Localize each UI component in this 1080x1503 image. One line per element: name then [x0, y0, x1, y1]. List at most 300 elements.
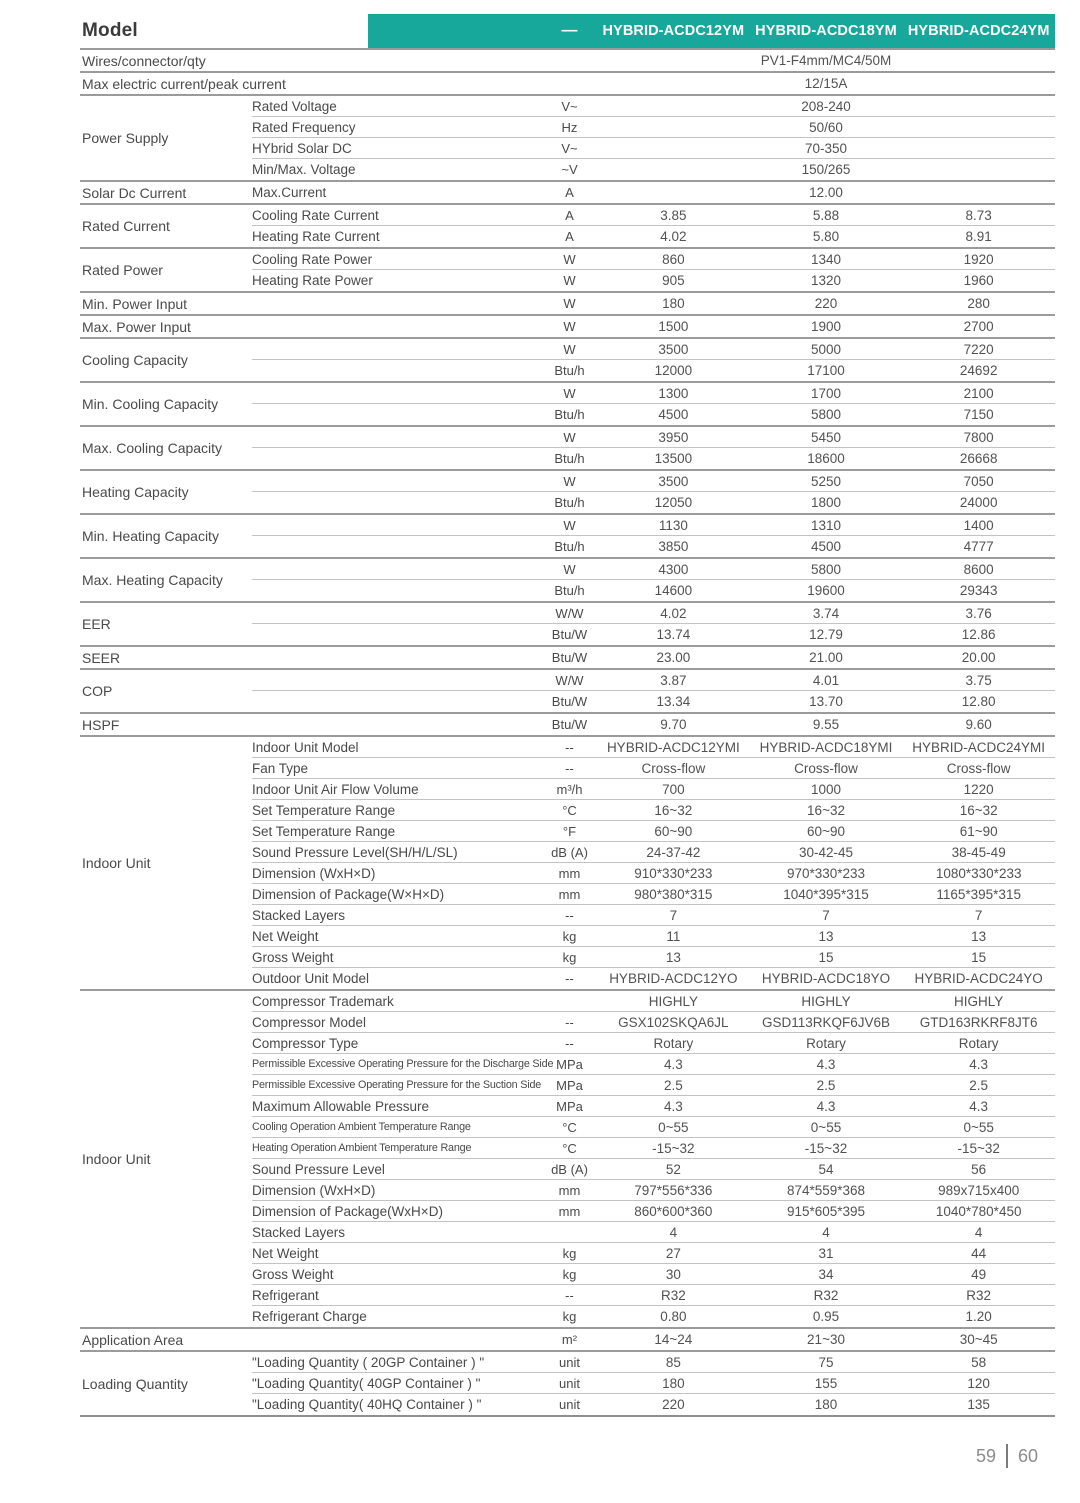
- group-rows: [252, 471, 1055, 513]
- row-unit: W/W: [555, 672, 584, 688]
- row-unit: --: [565, 739, 574, 755]
- group-label: Max. Heating Capacity: [82, 572, 223, 588]
- spec-row: [252, 737, 1055, 758]
- row-value: 980*380*315: [634, 886, 713, 902]
- group-rows: [252, 714, 1055, 735]
- row-value: 1920: [963, 251, 994, 267]
- row-value: 797*556*336: [634, 1182, 713, 1198]
- row-value: 2700: [963, 319, 994, 334]
- group-rows: [252, 249, 1055, 291]
- row-value: 13.70: [809, 694, 843, 709]
- row-value: 52: [665, 1161, 681, 1177]
- header-model-2: HYBRID-ACDC18YM: [755, 23, 897, 39]
- row-value: 12000: [654, 363, 693, 378]
- row-value: 3500: [658, 341, 689, 357]
- row-value: 16~32: [654, 802, 693, 818]
- row-value: 4500: [658, 407, 689, 422]
- spec-row: [252, 624, 1055, 645]
- row-value: 30~45: [959, 1332, 998, 1347]
- row-value: 13: [665, 949, 681, 965]
- row-unit: °C: [562, 802, 577, 818]
- row-value: 180: [662, 296, 685, 311]
- row-unit: --: [565, 1287, 574, 1303]
- page-number-right: 60: [1017, 1445, 1038, 1466]
- spec-row: [252, 800, 1055, 821]
- spec-row: [252, 758, 1055, 779]
- header-dash: —: [561, 22, 578, 39]
- row-value: 14~24: [654, 1332, 693, 1347]
- row-value: 700: [662, 781, 685, 797]
- row-value: 75: [818, 1354, 834, 1370]
- row-value: 0~55: [658, 1119, 689, 1135]
- row-label: Stacked Layers: [252, 1224, 346, 1240]
- row-value: 1310: [810, 517, 842, 533]
- row-value: 12050: [654, 495, 693, 510]
- spec-group: [80, 249, 1055, 293]
- row-unit: Btu/h: [554, 583, 585, 598]
- group-label: Power Supply: [82, 130, 169, 146]
- row-label: Dimension of Package(WxH×D): [252, 1203, 443, 1219]
- row-unit: --: [565, 907, 574, 923]
- row-value: 1300: [658, 385, 689, 401]
- row-value: 21.00: [809, 650, 843, 665]
- row-unit: mm: [558, 1182, 581, 1198]
- row-value: 5800: [810, 407, 842, 422]
- spec-row: [252, 492, 1055, 513]
- spec-group: [80, 714, 1055, 737]
- row-value: 4.3: [816, 1056, 836, 1072]
- row-value: 9.60: [965, 717, 992, 732]
- row-unit: MPa: [556, 1056, 583, 1072]
- group-rows: [252, 73, 1055, 94]
- row-unit: V~: [561, 140, 578, 156]
- spec-row: [252, 1352, 1055, 1373]
- row-unit: W: [563, 273, 576, 288]
- row-value: HYBRID-ACDC12YMI: [606, 739, 740, 755]
- spec-group: [80, 316, 1055, 339]
- row-value: 3850: [658, 539, 689, 554]
- group-label: Max. Cooling Capacity: [82, 440, 223, 456]
- row-value: 2.5: [663, 1077, 683, 1093]
- row-unit: W: [563, 561, 576, 577]
- group-rows: [252, 737, 1055, 989]
- row-unit: unit: [559, 1375, 580, 1391]
- group-rows: [252, 50, 1055, 71]
- row-value: 13500: [654, 451, 693, 466]
- row-value: 26668: [959, 451, 998, 466]
- row-value: 4777: [963, 539, 994, 554]
- row-value: HYBRID-ACDC24YMI: [912, 739, 1046, 755]
- row-value: 4.3: [969, 1098, 989, 1114]
- row-value: 860*600*360: [634, 1203, 713, 1219]
- row-unit: W: [563, 385, 576, 401]
- row-value: 220: [814, 296, 838, 311]
- spec-row: [252, 1054, 1055, 1075]
- row-value: 60~90: [654, 823, 693, 839]
- spec-row: [252, 1394, 1055, 1415]
- row-unit: kg: [562, 928, 577, 944]
- row-value: Cross-flow: [946, 760, 1011, 776]
- row-value: 21~30: [807, 1332, 845, 1347]
- row-value: 30-42-45: [798, 844, 854, 860]
- row-value: 27: [665, 1245, 681, 1261]
- row-value: 860: [662, 251, 685, 267]
- group-label: Indoor Unit: [82, 855, 151, 871]
- spec-group: [80, 205, 1055, 249]
- row-value: 7800: [963, 429, 994, 445]
- row-value: 135: [967, 1397, 990, 1412]
- row-unit: Btu/W: [551, 717, 588, 732]
- group-rows: [252, 1352, 1055, 1415]
- row-value: Cross-flow: [794, 760, 858, 776]
- spec-row: [252, 50, 1055, 71]
- row-unit: °C: [562, 1119, 577, 1135]
- row-value: 44: [971, 1245, 987, 1261]
- row-unit: A: [565, 229, 574, 244]
- row-value: 60~90: [807, 823, 845, 839]
- row-value: GTD163RKRF8JT6: [919, 1014, 1038, 1030]
- row-value: 180: [662, 1375, 685, 1391]
- row-unit: --: [565, 1035, 574, 1051]
- spec-row: [252, 96, 1055, 117]
- group-rows: [252, 205, 1055, 247]
- row-value: 1000: [810, 781, 842, 797]
- row-label: Compressor Type: [252, 1035, 359, 1051]
- row-value: 9.55: [812, 717, 840, 732]
- row-unit: °C: [562, 1140, 577, 1156]
- row-value: 8600: [963, 561, 994, 577]
- group-label: Cooling Capacity: [82, 352, 188, 368]
- spec-row: [252, 182, 1055, 203]
- spec-group: [80, 383, 1055, 427]
- row-value: -15~32: [804, 1140, 848, 1156]
- spec-row: [252, 117, 1055, 138]
- row-unit: W: [563, 296, 576, 311]
- row-value: 3.76: [965, 605, 992, 621]
- row-value: 1400: [963, 517, 994, 533]
- row-value-span: 70-350: [804, 140, 848, 156]
- group-rows: [252, 647, 1055, 668]
- row-unit: dB (A): [551, 1161, 588, 1177]
- row-value: HYBRID-ACDC12YO: [609, 971, 738, 986]
- group-label: Min. Cooling Capacity: [82, 396, 219, 412]
- row-unit: mm: [558, 865, 581, 881]
- row-value: Rotary: [958, 1035, 999, 1051]
- row-value: 31: [818, 1245, 834, 1261]
- row-unit: --: [565, 971, 574, 986]
- row-value: Cross-flow: [641, 760, 706, 776]
- row-label: Heating Operation Ambient Temperature Range: [252, 1142, 472, 1154]
- row-unit: unit: [559, 1397, 580, 1412]
- spec-table-body: [80, 50, 1055, 1417]
- row-unit: Btu/h: [554, 407, 585, 422]
- row-label: Max.Current: [252, 185, 327, 200]
- row-value: 3.75: [965, 672, 992, 688]
- spec-row: [252, 559, 1055, 580]
- row-label: Maximum Allowable Pressure: [252, 1098, 430, 1114]
- row-label: Dimension of Package(W×H×D): [252, 886, 445, 902]
- row-value: 7050: [963, 473, 994, 489]
- row-value: 3950: [658, 429, 689, 445]
- row-label: Rated Frequency: [252, 119, 356, 135]
- row-label: "Loading Quantity( 40HQ Container ) ": [252, 1397, 482, 1412]
- row-value: GSD113RKQF6JV6B: [761, 1014, 891, 1030]
- spec-row: [252, 670, 1055, 691]
- row-value: 1165*395*315: [936, 886, 1021, 902]
- row-value: 3.74: [812, 605, 840, 621]
- spec-row: [252, 968, 1055, 989]
- spec-row: [252, 821, 1055, 842]
- row-value: 220: [662, 1397, 685, 1412]
- row-value: 0~55: [963, 1119, 994, 1135]
- spec-row: [252, 138, 1055, 159]
- row-value: 0.80: [660, 1309, 687, 1324]
- row-unit: Btu/h: [554, 539, 585, 554]
- row-value: 8.73: [965, 207, 992, 223]
- spec-row: [252, 1264, 1055, 1285]
- row-label: Dimension (WxH×D): [252, 865, 376, 881]
- row-unit: --: [565, 1014, 574, 1030]
- row-label: Set Temperature Range: [252, 802, 396, 818]
- row-value: 13.34: [656, 694, 691, 709]
- row-unit: W: [563, 473, 576, 489]
- row-value: 4: [669, 1224, 678, 1240]
- row-unit: MPa: [556, 1098, 583, 1114]
- spec-row: [252, 427, 1055, 448]
- group-rows: [252, 182, 1055, 203]
- group-rows: [252, 559, 1055, 601]
- row-label: "Loading Quantity ( 20GP Container ) ": [252, 1354, 485, 1370]
- model-column-title: Model: [82, 20, 138, 41]
- spec-group: [80, 182, 1055, 205]
- spec-row: [252, 404, 1055, 425]
- page-number-divider: [1006, 1444, 1008, 1468]
- group-rows: [252, 1329, 1055, 1350]
- spec-row: [252, 1201, 1055, 1222]
- spec-row: [252, 926, 1055, 947]
- spec-row: [252, 714, 1055, 735]
- group-label: EER: [82, 616, 111, 632]
- row-value: 56: [971, 1161, 987, 1177]
- group-label: HSPF: [82, 716, 120, 733]
- row-value: 3.87: [660, 672, 687, 688]
- row-value: R32: [966, 1287, 992, 1303]
- row-value: 2.5: [969, 1077, 989, 1093]
- spec-row: [252, 1373, 1055, 1394]
- row-value: 4: [974, 1224, 983, 1240]
- row-value: 4.3: [663, 1098, 683, 1114]
- row-value: 4500: [810, 539, 842, 554]
- spec-row: [252, 360, 1055, 381]
- row-value: 49: [971, 1266, 987, 1282]
- row-label: Net Weight: [252, 1245, 319, 1261]
- row-unit: W: [563, 319, 576, 334]
- spec-row: [252, 1075, 1055, 1096]
- row-value: 7150: [963, 407, 994, 422]
- spec-row: [252, 316, 1055, 337]
- spec-row: [252, 947, 1055, 968]
- row-unit: V~: [561, 98, 578, 114]
- row-value: 5000: [810, 341, 842, 357]
- group-rows: [252, 339, 1055, 381]
- spec-row: [252, 1012, 1055, 1033]
- row-unit: Hz: [561, 119, 578, 135]
- row-value: 16~32: [807, 802, 845, 818]
- spec-row: [252, 226, 1055, 247]
- row-label: Dimension (WxH×D): [252, 1182, 376, 1198]
- row-value: HIGHLY: [954, 993, 1004, 1009]
- row-label: Set Temperature Range: [252, 823, 396, 839]
- row-unit: unit: [559, 1354, 580, 1370]
- group-label: Rated Current: [82, 218, 170, 234]
- row-value: Rotary: [653, 1035, 694, 1051]
- spec-row: [252, 1243, 1055, 1264]
- row-value: 85: [665, 1354, 681, 1370]
- spec-row: [252, 1306, 1055, 1327]
- group-label: Min. Power Input: [82, 295, 188, 312]
- row-value-span: PV1-F4mm/MC4/50M: [760, 53, 892, 68]
- header-model-3: HYBRID-ACDC24YM: [907, 23, 1050, 39]
- row-label: Compressor Model: [252, 1014, 367, 1030]
- spec-row: [252, 991, 1055, 1012]
- row-value: 12.86: [961, 627, 996, 642]
- spec-group: [80, 50, 1055, 73]
- row-unit: m³/h: [556, 781, 583, 797]
- row-value: 1040*780*450: [935, 1203, 1022, 1219]
- row-value: 9.70: [660, 717, 687, 732]
- row-value: 24-37-42: [646, 844, 701, 860]
- row-value: GSX102SKQA6JL: [618, 1014, 729, 1030]
- row-label: Indoor Unit Air Flow Volume: [252, 781, 419, 797]
- row-unit: --: [565, 760, 574, 776]
- row-value: 15: [818, 949, 834, 965]
- row-value-span: 50/60: [809, 119, 843, 135]
- row-unit: Btu/W: [551, 627, 588, 642]
- row-value: 16~32: [959, 802, 998, 818]
- row-value: 1900: [810, 319, 842, 334]
- row-value: 970*330*233: [786, 865, 866, 881]
- page-number-left: 59: [975, 1445, 996, 1466]
- row-unit: W: [563, 341, 576, 357]
- row-value: 3.85: [660, 207, 687, 223]
- row-unit: W: [563, 517, 576, 533]
- row-value: 5800: [810, 561, 842, 577]
- row-value-span: 12.00: [809, 185, 843, 200]
- group-label: Solar Dc Current: [82, 184, 187, 201]
- row-value: 19600: [807, 583, 845, 598]
- group-label: Rated Power: [82, 262, 163, 278]
- row-value: 29343: [959, 583, 998, 598]
- group-label: COP: [82, 683, 113, 699]
- group-label: Loading Quantity: [82, 1375, 188, 1392]
- spec-row: [252, 339, 1055, 360]
- row-unit: kg: [562, 949, 577, 965]
- row-value: 15: [971, 949, 987, 965]
- group-rows: [252, 427, 1055, 469]
- spec-row: [252, 1117, 1055, 1138]
- group-label: SEER: [82, 649, 121, 666]
- row-value: HYBRID-ACDC18YMI: [759, 739, 893, 755]
- row-label: Cooling Rate Current: [252, 207, 379, 223]
- row-label: Net Weight: [252, 928, 319, 944]
- row-label: Min/Max. Voltage: [252, 162, 356, 177]
- row-value: 12.79: [809, 627, 843, 642]
- spec-row: [252, 536, 1055, 557]
- spec-row: [252, 779, 1055, 800]
- row-value: 17100: [807, 363, 845, 378]
- group-rows: [252, 670, 1055, 712]
- row-value: 1340: [810, 251, 842, 267]
- group-label: Wires/connector/qty: [82, 52, 206, 69]
- row-value: R32: [660, 1287, 686, 1303]
- spec-group: [80, 471, 1055, 515]
- row-label: Permissible Excessive Operating Pressure for the Discharge Side: [252, 1058, 554, 1070]
- spec-group: [80, 603, 1055, 647]
- row-label: Cooling Operation Ambient Temperature Range: [252, 1121, 471, 1133]
- row-value: 20.00: [961, 650, 996, 665]
- spec-row: [252, 471, 1055, 492]
- spec-row: [252, 1285, 1055, 1306]
- row-value: 5.80: [812, 229, 840, 244]
- row-label: Gross Weight: [252, 949, 334, 965]
- row-value: HYBRID-ACDC18YO: [761, 971, 891, 986]
- row-value: 5.88: [812, 207, 840, 223]
- row-label: Cooling Rate Power: [252, 251, 373, 267]
- spec-group: [80, 670, 1055, 714]
- spec-row: [252, 603, 1055, 624]
- spec-group: [80, 1329, 1055, 1352]
- row-value: 915*605*395: [786, 1203, 866, 1219]
- row-value: HIGHLY: [648, 993, 698, 1009]
- row-value: 5450: [810, 429, 842, 445]
- row-value: 13.74: [656, 627, 691, 642]
- row-value: 1080*330*233: [935, 865, 1022, 881]
- row-value: 7: [822, 907, 830, 923]
- row-value: 12.80: [961, 694, 996, 709]
- row-unit: mm: [558, 886, 581, 902]
- row-value: 910*330*233: [634, 865, 713, 881]
- row-unit: dB (A): [551, 844, 588, 860]
- row-value: 1960: [963, 273, 994, 288]
- row-label: Heating Rate Power: [252, 273, 373, 288]
- row-value: 280: [967, 296, 990, 311]
- spec-group: [80, 427, 1055, 471]
- row-value: 1800: [810, 495, 842, 510]
- row-value: 11: [666, 928, 681, 944]
- row-value: 155: [814, 1375, 838, 1391]
- spec-row: [252, 205, 1055, 226]
- row-label: HYbrid Solar DC: [252, 140, 352, 156]
- spec-group: [80, 339, 1055, 383]
- row-value: 989x715x400: [938, 1182, 1020, 1198]
- row-value: 1040*395*315: [783, 886, 869, 902]
- row-value: 24692: [959, 363, 998, 378]
- spec-group: [80, 293, 1055, 316]
- table-header-row: [80, 14, 1055, 50]
- row-unit: Btu/W: [551, 694, 588, 709]
- row-value: 874*559*368: [786, 1182, 866, 1198]
- row-value: 1700: [810, 385, 842, 401]
- row-value: -15~32: [652, 1140, 695, 1156]
- row-label: Heating Rate Current: [252, 229, 380, 244]
- page-number: [976, 1444, 1038, 1468]
- row-unit: Btu/W: [551, 650, 588, 665]
- spec-row: [252, 383, 1055, 404]
- row-value: 4.3: [663, 1056, 683, 1072]
- row-value: 1220: [963, 781, 994, 797]
- spec-row: [252, 842, 1055, 863]
- row-unit: A: [565, 207, 574, 223]
